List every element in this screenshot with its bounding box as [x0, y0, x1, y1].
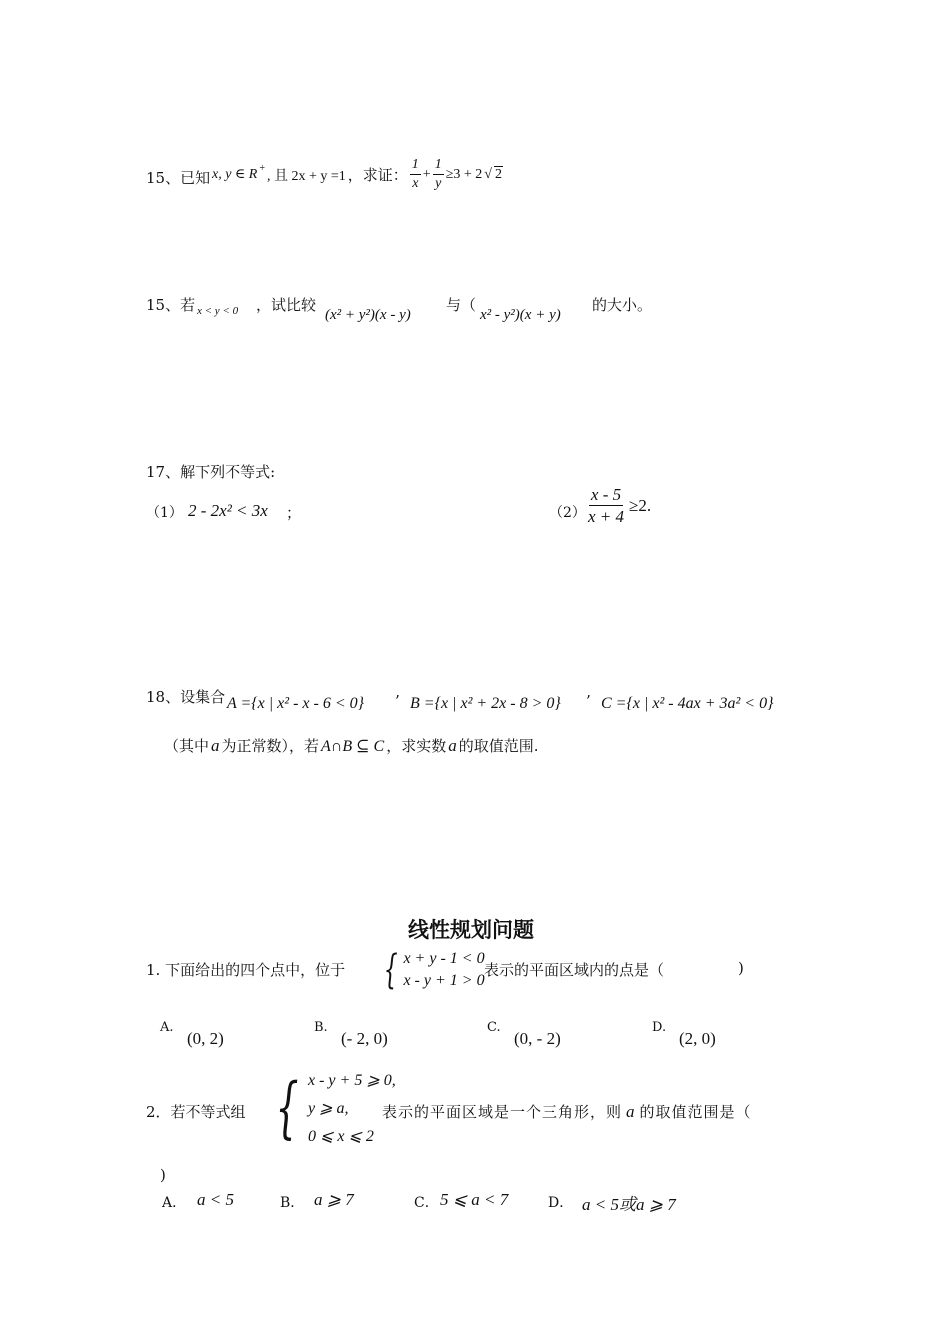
q15b-expr1: (x² + y²)(x - y): [325, 307, 411, 323]
lp2-var-a: a: [626, 1102, 636, 1121]
q15a-frac2-den: y: [435, 176, 442, 191]
q15a-frac2: [433, 158, 444, 191]
lp1-close: ): [738, 959, 744, 977]
q17-p1-label: （1）: [146, 505, 183, 521]
q18-sep2: ’: [586, 692, 591, 710]
q15a-math: [212, 158, 503, 191]
q15b-label: 15、若: [146, 296, 196, 314]
q15a-frac2-num: 1: [433, 158, 444, 175]
lp2-row3: 0 ⩽ x ⩽ 2: [308, 1128, 374, 1145]
lp1-option-c-letter: C.: [487, 1020, 501, 1035]
q17-p2-frac: [586, 486, 626, 525]
q18-line2: [164, 735, 539, 756]
lp2-option-c-value: 5 ⩽ a < 7: [440, 1190, 509, 1209]
q15a-frac1-den: x: [412, 176, 419, 191]
lp1-option-b-value: (- 2, 0): [341, 1029, 388, 1048]
q17-p2-num: x - 5: [590, 485, 622, 504]
lp2-option-c-letter: C．: [414, 1195, 439, 1211]
lp1-label: 1. 下面给出的四个点中，位于: [146, 961, 346, 979]
q18-line2-c: ，求实数: [386, 737, 447, 755]
q15b-tail: 的大小。: [592, 296, 653, 314]
q18-sep1: ’: [395, 692, 400, 710]
q15a-sqrt-arg: 2: [494, 167, 502, 182]
lp2-tail: 表示的平面区域是一个三角形，则: [382, 1103, 623, 1121]
lp1-option-c-value: (0, - 2): [514, 1029, 561, 1048]
lp1-tail: 表示的平面区域内的点是（: [484, 961, 665, 979]
q18-var-a2: a: [448, 736, 457, 755]
lp1-option-d-value: (2, 0): [679, 1029, 716, 1048]
lp1-option-b-letter: B.: [314, 1020, 328, 1035]
q18-label: 18、设集合: [146, 688, 226, 706]
lp2-label: 2．若不等式组: [146, 1103, 246, 1121]
lp2-option-a-value: a < 5: [197, 1190, 234, 1209]
lp2-tail-line: [382, 1101, 752, 1122]
q18-var-a: a: [211, 736, 220, 755]
q18-rel: A∩B ⊆ C: [321, 738, 385, 755]
q17-label: 17、解下列不等式:: [146, 463, 276, 481]
q18-line2-d: 的取值范围.: [458, 737, 539, 755]
q15a-frac1-num: 1: [410, 158, 421, 175]
lp1-option-a-value: (0, 2): [187, 1029, 224, 1048]
section-title: 线性规划问题: [408, 918, 534, 942]
lp1-option-a-letter: A.: [160, 1020, 174, 1035]
q15b-with: 与（: [446, 296, 477, 314]
q15a-plus-sup: +: [259, 163, 265, 174]
q15a-prove: ，求证：: [347, 166, 408, 184]
brace-icon: {: [383, 947, 398, 993]
lp1-row1: x + y - 1 < 0: [403, 950, 485, 967]
q17-p2-math: [586, 486, 651, 525]
lp2-close: ): [160, 1166, 166, 1184]
q18-line2-a: （其中: [164, 737, 210, 755]
q17-p1-expr: 2 - 2x² < 3x: [188, 501, 268, 520]
q18-setC: C ={x | x² - 4ax + 3a² < 0}: [601, 695, 774, 712]
lp2-system: [266, 1070, 396, 1146]
lp2-tail2: 的取值范围是（: [639, 1103, 752, 1121]
lp2-option-a-letter: A．: [162, 1195, 187, 1211]
lp2-row1: x - y + 5 ⩾ 0,: [308, 1072, 396, 1089]
q15a-frac1: [410, 158, 421, 191]
lp1-option-d-letter: D.: [652, 1020, 667, 1035]
q17-p1-end: ；: [286, 504, 302, 522]
sqrt-icon: √: [484, 166, 492, 182]
q17-p2-label: （2）: [549, 505, 586, 521]
q15a-cond: , 且 2x + y =1: [266, 168, 346, 184]
q15b-expr2: x² - y²)(x + y): [480, 307, 561, 323]
brace-icon: {: [275, 1069, 299, 1146]
lp2-option-d-letter: D．: [548, 1195, 574, 1211]
q15b-compare: ，试比较: [256, 296, 317, 314]
lp2-option-d-value: a < 5或a ⩾ 7: [582, 1195, 676, 1214]
q17-p2-den: x + 4: [588, 507, 625, 526]
q15a-rhs: ≥3 + 2: [445, 166, 483, 182]
q15b-cond: x < y < 0: [197, 305, 239, 317]
lp2-row2: y ⩾ a,: [308, 1100, 349, 1117]
lp2-option-b-value: a ⩾ 7: [314, 1190, 354, 1209]
q18-setB: B ={x | x² + 2x - 8 > 0}: [410, 695, 561, 712]
q17-p2-rhs: ≥2.: [629, 495, 652, 515]
q15a-plus: +: [422, 166, 431, 182]
lp1-row2: x - y + 1 > 0: [403, 972, 485, 989]
lp1-system: [378, 947, 485, 993]
lp2-option-b-letter: B．: [280, 1195, 305, 1211]
q18-setA: A ={x | x² - x - 6 < 0}: [227, 695, 365, 712]
q15a-label: 15、已知: [146, 169, 211, 187]
q15a-vars: x, y ∈ R: [212, 167, 258, 182]
q18-line2-b: 为正常数），若: [221, 737, 320, 755]
